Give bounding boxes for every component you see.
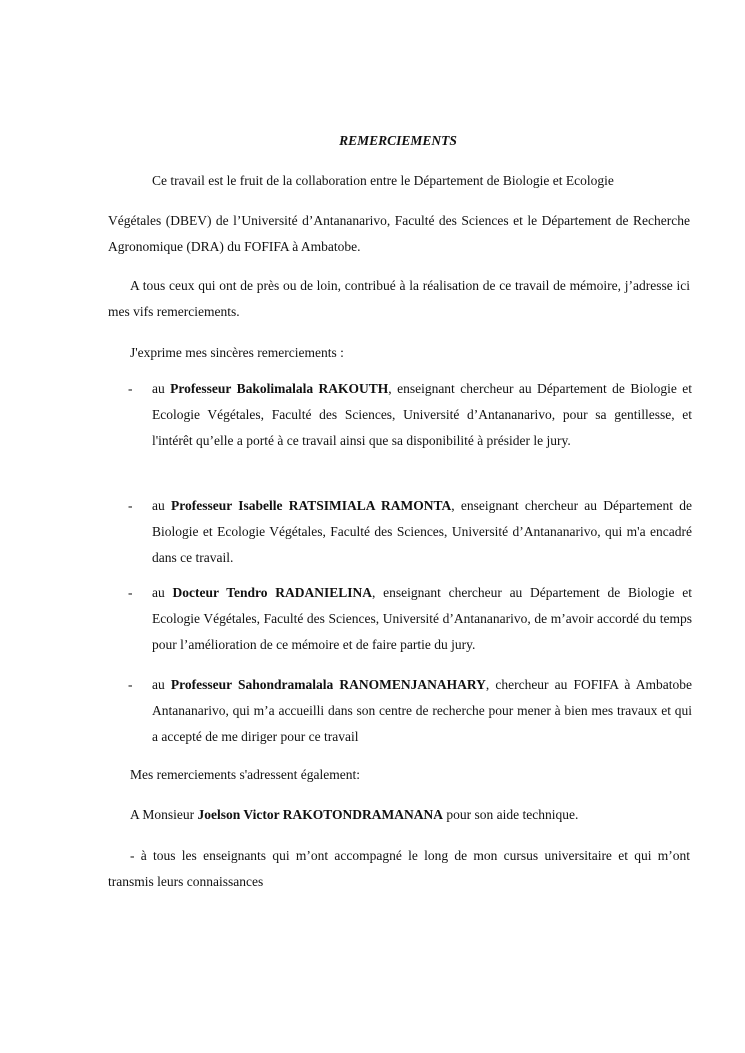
intro-first-line: Ce travail est le fruit de la collaboration entre le Département de Biologie et Ecologie	[152, 173, 614, 188]
list-item-pre: au	[152, 585, 173, 600]
list-dash: -	[128, 498, 133, 513]
list-item-text: , enseignant chercheur au Département de Biologie et Ecologie Végétales, Faculté des Sciences, Université d’Antananarivo, qui m'a encadré dans ce travail.	[152, 498, 693, 565]
list-item-pre: au	[152, 498, 171, 513]
expression-paragraph: J'exprime mes sincères remerciements :	[130, 345, 344, 360]
list-item	[128, 672, 692, 750]
list-item-text: , enseignant chercheur au Département de Biologie et Ecologie Végétales, Faculté des Sciences, Université d’Antananarivo, pour sa gentillesse, et l'intérêt qu’elle a porté à ce travail ainsi que sa disponibilité à présider le jury.	[152, 381, 692, 448]
list-dash: -	[128, 677, 133, 692]
list-item-name: Docteur Tendro RADANIELINA	[172, 585, 373, 600]
also-paragraph: Mes remerciements s'adressent également:	[130, 767, 360, 782]
list-item-pre: au	[152, 381, 171, 396]
list-item-text: , enseignant chercheur au Département de Biologie et Ecologie Végétales, Faculté des Sciences, Université d’Antananarivo, de m’avoir accordé du temps pour l’amélioration de ce mémoire et de faire partie du jury.	[152, 585, 692, 652]
thanks-paragraph: A tous ceux qui ont de près ou de loin, contribué à la réalisation de ce travail de mémoire, j’adresse ici mes vifs remerciements.	[108, 278, 690, 319]
page-title: REMERCIEMENTS	[339, 133, 457, 148]
list-item-text: , chercheur au FOFIFA à Ambatobe Antananarivo, qui m’a accueilli dans son centre de recherche pour mener à bien mes travaux et qui a accepté de me diriger pour ce travail	[152, 677, 692, 744]
teachers-paragraph: - à tous les enseignants qui m’ont accompagné le long de mon cursus universitaire et qui m’ont transmis leurs connaissances	[108, 848, 690, 889]
list-item	[128, 580, 692, 658]
list-item	[128, 376, 692, 454]
list-item-pre: au	[152, 677, 171, 692]
list-dash: -	[128, 381, 133, 396]
thanked-person-name: Joelson Victor RAKOTONDRAMANANA	[197, 807, 443, 822]
list-item-name: Professeur Sahondramalala RANOMENJANAHARY	[170, 677, 486, 692]
paragraph-post: pour son aide technique.	[443, 807, 579, 822]
list-dash: -	[128, 585, 133, 600]
list-item-name: Professeur Isabelle RATSIMIALA RAMONTA	[171, 498, 452, 513]
technical-thanks-paragraph	[108, 802, 690, 828]
intro-paragraph: Végétales (DBEV) de l’Université d’Antananarivo, Faculté des Sciences et le Département de Recherche Agronomique (DRA) du FOFIFA à Ambatobe.	[108, 213, 690, 254]
list-item-name: Professeur Bakolimalala RAKOUTH	[170, 381, 389, 396]
list-item	[128, 493, 693, 571]
paragraph-pre: A Monsieur	[130, 807, 198, 822]
